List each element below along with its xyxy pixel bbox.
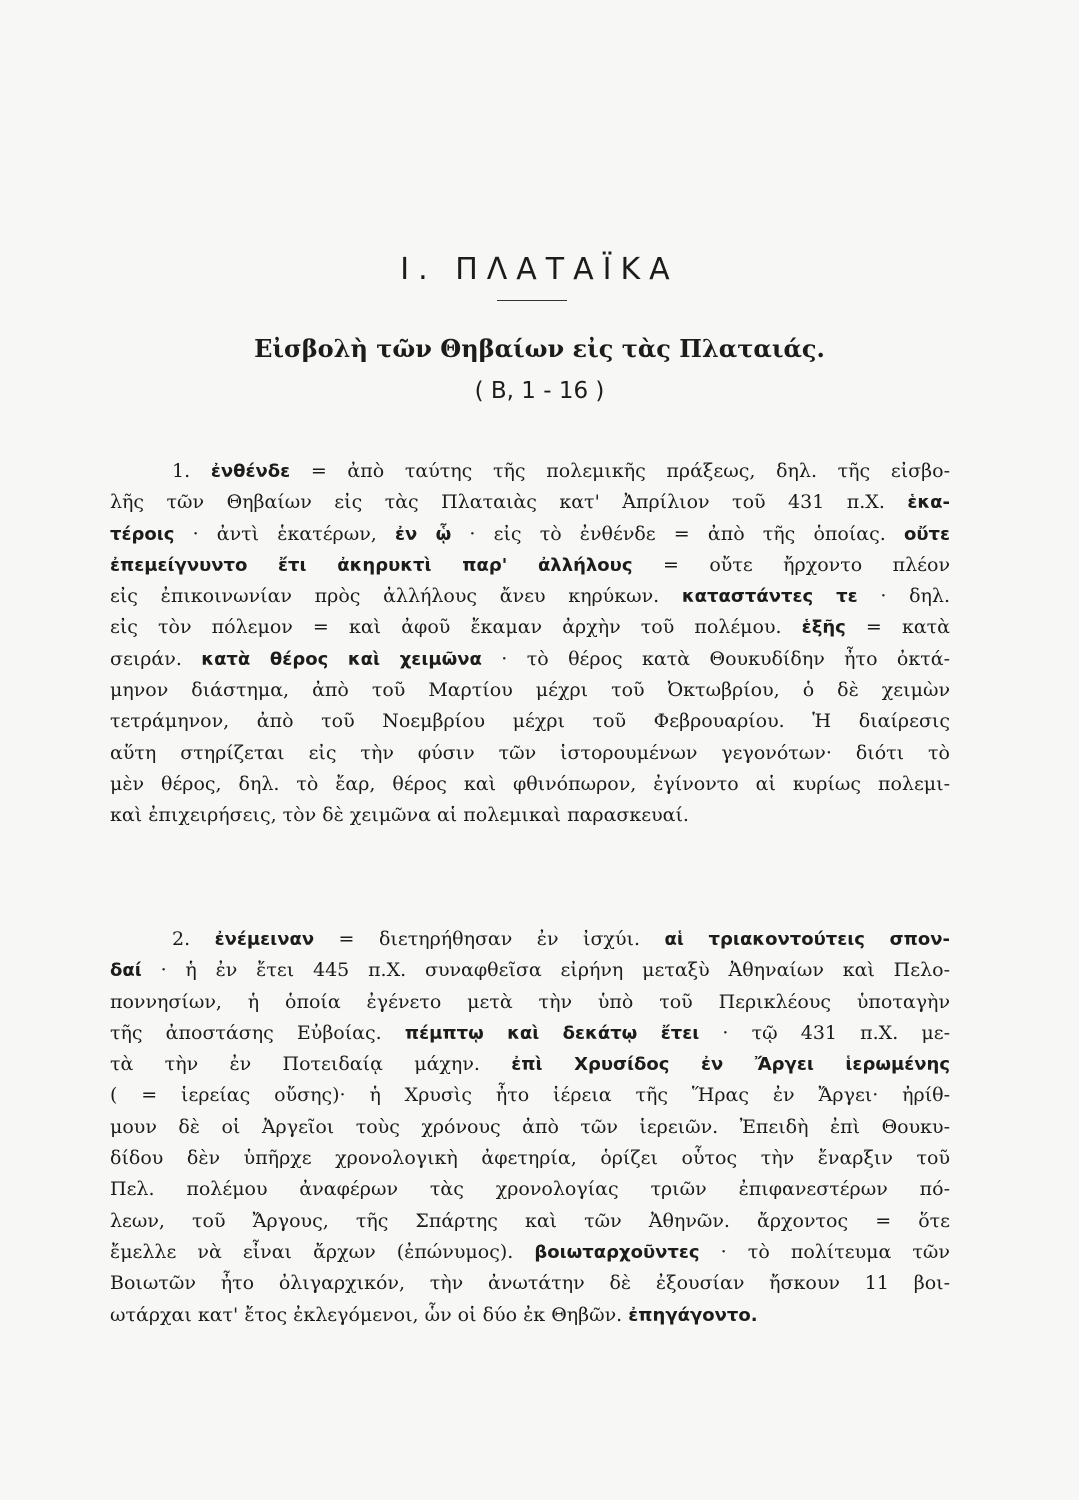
text-line: μὲν θέρος, δηλ. τὸ ἔαρ, θέρος καὶ φθινόπωρον, ἐγίνοντο αἱ κυρίως πολεμι-	[110, 772, 950, 795]
text-line: σειράν. κατὰ θέρος καὶ χειμῶνα · τὸ θέρος κατὰ Θουκυδίδην ἦτο ὀκτά-	[110, 647, 950, 670]
text-line: τέροις · ἀντὶ ἑκατέρων, ἐν ᾧ · εἰς τὸ ἐνθένδε = ἀπὸ τῆς ὁποίας. οὔτε	[110, 522, 950, 545]
text-line: 2. ἐνέμειναν = διετηρήθησαν ἐν ἰσχύι. αἱ τριακοντούτεις σπον-	[172, 928, 950, 950]
text-line: ἔμελλε νὰ εἶναι ἄρχων (ἐπώνυμος). βοιωταρχοῦντες · τὸ πολίτευμα τῶν	[110, 1240, 950, 1263]
text-line: λεων, τοῦ Ἄργους, τῆς Σπάρτης καὶ τῶν Ἀθηνῶν. ἄρχοντος = ὅτε	[110, 1209, 950, 1232]
text-line: καὶ ἐπιχειρήσεις, τὸν δὲ χειμῶνα αἱ πολεμικαὶ παρασκευαί.	[110, 804, 689, 827]
chapter-title: I. ΠΛΑΤΑΪΚΑ	[400, 252, 679, 287]
text-line: ἐπεμείγνυντο ἔτι ἀκηρυκτὶ παρ' ἀλλήλους = οὔτε ἤρχοντο πλέον	[110, 553, 951, 576]
text-line: ( = ἱερείας οὔσης)· ἡ Χρυσὶς ἦτο ἱέρεια τῆς Ἥρας ἐν Ἄργει· ἠρίθ-	[110, 1084, 950, 1107]
text-line: λῆς τῶν Θηβαίων εἰς τὰς Πλαταιὰς κατ' Ἀπρίλιον τοῦ 431 π.Χ. ἑκα-	[110, 491, 950, 514]
text-line: ποννησίων, ἡ ὁποία ἐγένετο μετὰ τὴν ὑπὸ τοῦ Περικλέους ὑποταγὴν	[110, 990, 950, 1013]
chapter-reference: ( B, 1 - 16 )	[474, 378, 605, 404]
text-line: εἰς ἐπικοινωνίαν πρὸς ἀλλήλους ἄνευ κηρύκων. καταστάντες τε · δηλ.	[110, 585, 951, 608]
text-line: Βοιωτῶν ἦτο ὀλιγαρχικόν, τὴν ἀνωτάτην δὲ ἐξουσίαν ἤσκουν 11 βοι-	[110, 1272, 950, 1295]
text-line: Πελ. πολέμου ἀναφέρων τὰς χρονολογίας τριῶν ἐπιφανεστέρων πό-	[110, 1178, 950, 1201]
text-line: μηνον διάστημα, ἀπὸ τοῦ Μαρτίου μέχρι τοῦ Ὀκτωβρίου, ὁ δὲ χειμὼν	[110, 679, 950, 702]
text-line: ωτάρχαι κατ' ἔτος ἐκλεγόμενοι, ὧν οἱ δύο ἐκ Θηβῶν. ἐπηγάγοντο.	[110, 1303, 758, 1326]
text-line: δίδου δὲν ὑπῆρχε χρονολογικὴ ἀφετηρία, ὁρίζει οὗτος τὴν ἔναρξιν τοῦ	[110, 1147, 950, 1170]
text-line: μουν δὲ οἱ Ἀργεῖοι τοὺς χρόνους ἀπὸ τῶν ἱερειῶν. Ἐπειδὴ ἐπὶ Θουκυ-	[110, 1115, 950, 1138]
text-line: 1. ἐνθένδε = ἀπὸ ταύτης τῆς πολεμικῆς πράξεως, δηλ. τῆς εἰσβο-	[172, 460, 950, 482]
text-line: τῆς ἀποστάσης Εὐβοίας. πέμπτῳ καὶ δεκάτῳ ἔτει · τῷ 431 π.Χ. με-	[110, 1021, 951, 1044]
text-line: δαί · ἡ ἐν ἔτει 445 π.Χ. συναφθεῖσα εἰρήνη μεταξὺ Ἀθηναίων καὶ Πελο-	[110, 959, 950, 982]
section-subtitle: Εἰσβολὴ τῶν Θηβαίων εἰς τὰς Πλαταιάς.	[254, 334, 825, 363]
title-divider	[497, 300, 567, 301]
text-line: εἰς τὸν πόλεμον = καὶ ἀφοῦ ἔκαμαν ἀρχὴν τοῦ πολέμου. ἑξῆς = κατὰ	[110, 616, 951, 639]
paragraph-2	[110, 924, 950, 1331]
text-line: τετράμηνον, ἀπὸ τοῦ Νοεμβρίου μέχρι τοῦ Φεβρουαρίου. Ἡ διαίρεσις	[110, 710, 950, 733]
text-line: τὰ τὴν ἐν Ποτειδαίᾳ μάχην. ἐπὶ Χρυσίδος ἐν Ἄργει ἱερωμένης	[110, 1053, 950, 1076]
text-line: αὕτη στηρίζεται εἰς τὴν φύσιν τῶν ἱστορουμένων γεγονότων· διότι τὸ	[110, 741, 950, 764]
paragraph-1	[110, 456, 950, 832]
